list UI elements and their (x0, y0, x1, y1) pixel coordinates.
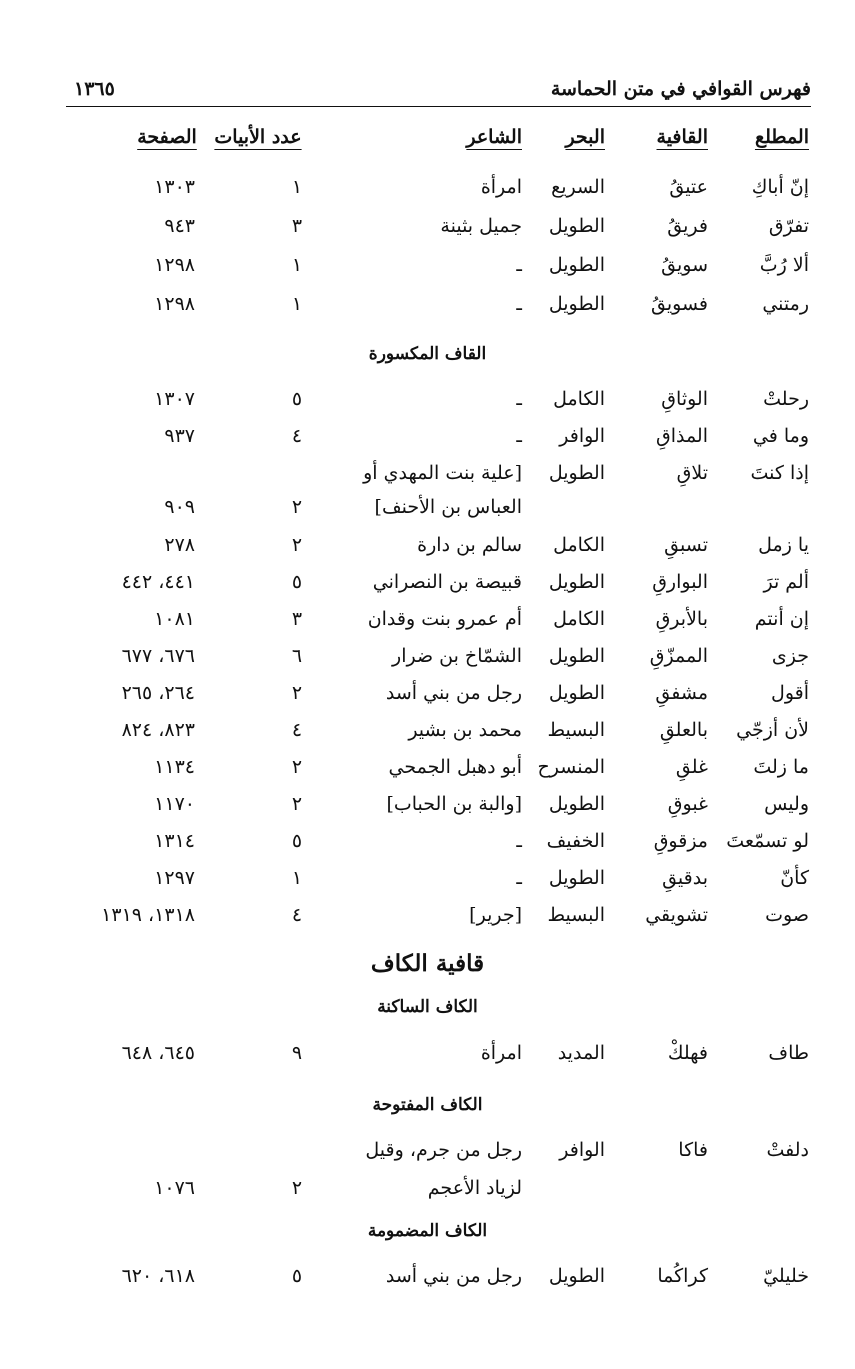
poet-cell: أم عمرو بنت وقدان (367, 608, 522, 630)
qafia-cell: تشويقي (645, 904, 708, 926)
bahr-cell: الطويل (548, 645, 605, 667)
column-header-poet: الشاعر (466, 126, 522, 148)
index-row (0, 1259, 855, 1293)
matla-cell: أقول (771, 682, 809, 704)
poet-cell: رجل من بني أسد (385, 682, 522, 704)
index-row (0, 602, 855, 636)
count-cell: ٢ (291, 756, 303, 778)
bahr-cell: الوافر (559, 425, 605, 447)
matla-cell: لأن أزجّي (736, 719, 809, 741)
qafia-cell: بالأبرقِ (655, 608, 708, 630)
index-row (0, 898, 855, 932)
count-cell: ٣ (291, 215, 303, 237)
bahr-cell: الطويل (548, 293, 605, 315)
column-header-page: الصفحة (137, 126, 197, 148)
qafia-cell: كراكُما (657, 1265, 708, 1287)
poet-cell: ـ (516, 254, 522, 276)
page-cell: ١١٧٠ (154, 793, 195, 815)
section-heading-maftuha: الكاف المفتوحة (372, 1095, 483, 1115)
section-heading-sakina: الكاف الساكنة (377, 997, 478, 1017)
poet-cell: رجل من جرم، وقيل (365, 1139, 522, 1161)
count-cell: ٢ (291, 534, 303, 556)
index-row (0, 1133, 855, 1167)
qafia-cell: فسويقُ (651, 293, 708, 315)
page-cell: ١٣١٤ (154, 830, 195, 852)
page-cell: ٨٢٣، ٨٢٤ (121, 719, 195, 741)
poet-cell: رجل من بني أسد (385, 1265, 522, 1287)
qafia-cell: سويقُ (661, 254, 708, 276)
index-row (0, 456, 855, 490)
column-header-matla: المطلع (754, 126, 809, 148)
matla-cell: دلفتْ (766, 1139, 809, 1161)
poet-cell: ـ (516, 388, 522, 410)
poet-cell: قبيصة بن النصراني (372, 571, 522, 593)
page-cell: ١٢٩٨ (154, 293, 195, 315)
matla-cell: ما زلتَ (753, 756, 809, 778)
qafia-cell: عتيقُ (669, 176, 708, 198)
count-cell: ٤ (291, 904, 303, 926)
qafia-cell: غبوقِ (667, 793, 708, 815)
index-row (0, 824, 855, 858)
bahr-cell: الطويل (548, 793, 605, 815)
bahr-cell: الكامل (553, 608, 605, 630)
matla-cell: إن أنتم (754, 608, 809, 630)
poet-cell: [والبة بن الحباب] (386, 793, 522, 815)
page-cell: ٦٧٦، ٦٧٧ (121, 645, 195, 667)
count-cell: ٦ (291, 645, 303, 667)
matla-cell: ألم ترَ (763, 571, 809, 593)
page-cell: ١٣٠٧ (154, 388, 195, 410)
index-row (0, 382, 855, 416)
count-cell: ٢ (291, 1177, 303, 1199)
page-cell: ٩٤٣ (164, 215, 195, 237)
bahr-cell: الطويل (548, 462, 605, 484)
index-row (0, 676, 855, 710)
matla-cell: رحلتْ (763, 388, 809, 410)
poet-cell: لزياد الأعجم (427, 1177, 522, 1199)
matla-cell: لو تسمّعتَ (726, 830, 809, 852)
matla-cell: تفرّق (768, 215, 809, 237)
page-cell: ٤٤١، ٤٤٢ (121, 571, 195, 593)
index-row (0, 209, 855, 243)
matla-cell: إذا كنتَ (750, 462, 809, 484)
qafia-cell: مشفقِ (655, 682, 708, 704)
count-cell: ١ (291, 254, 303, 276)
poet-cell: أبو دهبل الجمحي (388, 756, 522, 778)
qafia-cell: بالعلقِ (659, 719, 708, 741)
matla-cell: إنّ أباكِ (751, 176, 809, 198)
page-cell: ٩٠٩ (164, 496, 195, 518)
bahr-cell: الكامل (553, 388, 605, 410)
page-cell: ١٢٩٧ (154, 867, 195, 889)
matla-cell: صوت (765, 904, 809, 926)
matla-cell: جزى (771, 645, 809, 667)
qafia-cell: فاكا (678, 1139, 708, 1161)
count-cell: ٤ (291, 425, 303, 447)
qafia-cell: بدقيقِ (662, 867, 708, 889)
index-row (0, 750, 855, 784)
index-row (0, 248, 855, 282)
matla-cell: طاف (768, 1042, 809, 1064)
page-number: ١٣٦٥ (74, 78, 115, 100)
column-header-qafia: القافية (656, 126, 708, 148)
index-row (0, 565, 855, 599)
bahr-cell: الطويل (548, 1265, 605, 1287)
matla-cell: وما في (752, 425, 809, 447)
qafia-cell: غلقِ (675, 756, 708, 778)
page-header (66, 74, 811, 108)
bahr-cell: المنسرح (537, 756, 605, 778)
section-heading-madmuma: الكاف المضمومة (367, 1221, 488, 1241)
page-cell: ٩٣٧ (164, 425, 195, 447)
poet-cell: الشمّاخ بن ضرار (392, 645, 522, 667)
bahr-cell: المديد (557, 1042, 605, 1064)
bahr-cell: الوافر (559, 1139, 605, 1161)
page-cell: ١٠٧٦ (154, 1177, 195, 1199)
qafia-cell: البوارقِ (652, 571, 708, 593)
index-row (0, 287, 855, 321)
index-row (0, 861, 855, 895)
index-row (0, 787, 855, 821)
poet-cell: سالم بن دارة (417, 534, 522, 556)
page-cell: ٦٤٥، ٦٤٨ (121, 1042, 195, 1064)
poet-cell: امرأة (480, 1042, 522, 1064)
index-row (0, 639, 855, 673)
count-cell: ٩ (291, 1042, 303, 1064)
page-cell: ٢٦٤، ٢٦٥ (121, 682, 195, 704)
column-header-count: عدد الأبيات (214, 126, 302, 148)
column-header-bahr: البحر (565, 126, 605, 148)
matla-cell: وليس (764, 793, 809, 815)
index-row-continuation (0, 1171, 855, 1205)
count-cell: ١ (291, 867, 303, 889)
count-cell: ١ (291, 293, 303, 315)
bahr-cell: البسيط (547, 904, 605, 926)
bahr-cell: الطويل (548, 682, 605, 704)
matla-cell: ألا رُبَّ (759, 254, 809, 276)
poet-cell: [علية بنت المهدي أو (363, 462, 522, 484)
index-row (0, 1036, 855, 1070)
bahr-cell: الطويل (548, 867, 605, 889)
count-cell: ٥ (291, 830, 303, 852)
qafia-cell: تلاقِ (676, 462, 708, 484)
count-cell: ٢ (291, 682, 303, 704)
section-heading-kasra: القاف المكسورة (368, 344, 487, 364)
matla-cell: كأنّ (780, 867, 809, 889)
count-cell: ٣ (291, 608, 303, 630)
index-row (0, 713, 855, 747)
count-cell: ١ (291, 176, 303, 198)
index-row (0, 170, 855, 204)
bahr-cell: الطويل (548, 254, 605, 276)
count-cell: ٤ (291, 719, 303, 741)
poet-cell: ـ (516, 867, 522, 889)
page-cell: ١٣٠٣ (154, 176, 195, 198)
page-cell: ١١٣٤ (154, 756, 195, 778)
bahr-cell: الخفيف (546, 830, 605, 852)
count-cell: ٥ (291, 388, 303, 410)
index-row (0, 528, 855, 562)
bahr-cell: الطويل (548, 215, 605, 237)
count-cell: ٢ (291, 793, 303, 815)
count-cell: ٥ (291, 1265, 303, 1287)
index-row-continuation (0, 490, 855, 524)
column-headers (0, 120, 855, 154)
page-cell: ١٠٨١ (154, 608, 195, 630)
qafia-cell: فهلكْ (667, 1042, 708, 1064)
poet-cell: ـ (516, 425, 522, 447)
bahr-cell: السريع (551, 176, 605, 198)
poet-cell: ـ (516, 830, 522, 852)
bahr-cell: البسيط (547, 719, 605, 741)
qafia-cell: مزقوقِ (653, 830, 708, 852)
matla-cell: يا زمل (758, 534, 809, 556)
page-cell: ١٣١٨، ١٣١٩ (101, 904, 195, 926)
qafia-cell: فريقُ (667, 215, 708, 237)
poet-cell: ـ (516, 293, 522, 315)
section-heading-kaf: قافية الكاف (370, 950, 485, 977)
qafia-cell: تسبقِ (664, 534, 708, 556)
count-cell: ٢ (291, 496, 303, 518)
poet-cell: امرأة (480, 176, 522, 198)
page-cell: ١٢٩٨ (154, 254, 195, 276)
matla-cell: رمتني (762, 293, 809, 315)
qafia-cell: المذاقِ (655, 425, 708, 447)
matla-cell: خليليّ (763, 1265, 809, 1287)
page-cell: ٢٧٨ (164, 534, 195, 556)
poet-cell: [جرير] (469, 904, 522, 926)
running-title: فهرس القوافي في متن الحماسة (550, 78, 811, 100)
poet-cell: جميل بثينة (440, 215, 522, 237)
header-rule (66, 106, 811, 107)
count-cell: ٥ (291, 571, 303, 593)
qafia-cell: الممزّقِ (649, 645, 708, 667)
qafia-cell: الوثاقِ (661, 388, 708, 410)
poet-cell: محمد بن بشير (408, 719, 522, 741)
bahr-cell: الكامل (553, 534, 605, 556)
bahr-cell: الطويل (548, 571, 605, 593)
index-row (0, 419, 855, 453)
page-cell: ٦١٨، ٦٢٠ (121, 1265, 195, 1287)
poet-cell: العباس بن الأحنف] (374, 496, 522, 518)
